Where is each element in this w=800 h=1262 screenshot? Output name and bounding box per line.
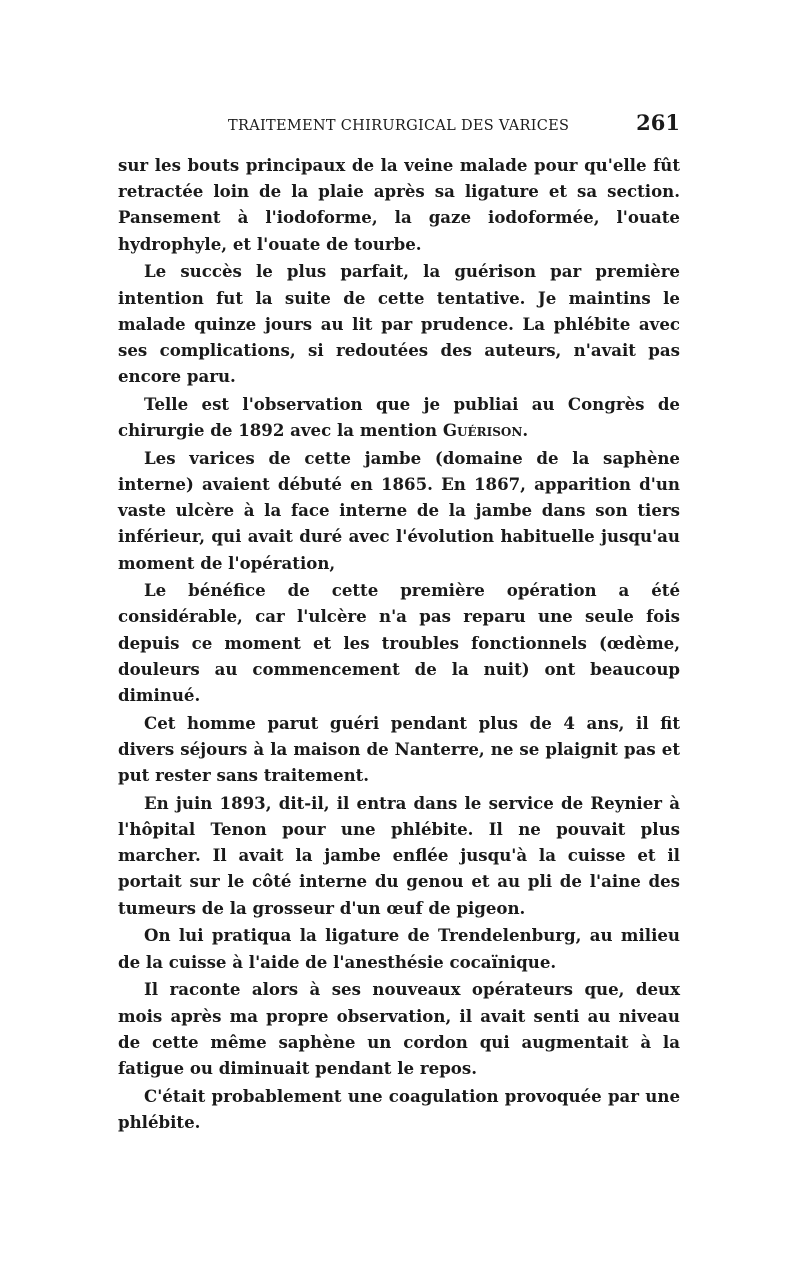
running-title: TRAITEMENT CHIRURGICAL DES VARICES bbox=[228, 118, 570, 134]
paragraph-6: Cet homme parut guéri pendant plus de 4 ans, il fit divers séjours à la maison de Nanterre, ne se plaignit pas et put rester sans traitement. bbox=[118, 712, 680, 786]
paragraph-9: Il raconte alors à ses nouveaux opérateurs que, deux mois après ma propre observation, il avait senti au niveau de cette même saphène un cordon qui augmentait à la fatigue ou diminuait pendant le repos. bbox=[118, 979, 680, 1078]
guerison-mention: Guérison bbox=[442, 420, 523, 441]
paragraph-5: Le bénéfice de cette première opération a été considérable, car l'ulcère n'a pas reparu une seule fois depuis ce moment et les troubles fonctionnels (œdème, douleurs au commencement de la nuit) ont beaucoup diminué. bbox=[118, 580, 680, 706]
paragraph-10: C'était probablement une coagulation provoquée par une phlébite. bbox=[118, 1085, 680, 1132]
page-number: 261 bbox=[636, 110, 680, 135]
paragraph-2: Le succès le plus parfait, la guérison par première intention fut la suite de cette tentative. Je maintins le malade quinze jours au lit par prudence. La phlébite avec ses complications, si redoutées des auteurs, n'avait pas encore paru. bbox=[118, 261, 680, 387]
book-page bbox=[118, 110, 680, 1137]
paragraph-3-end: . bbox=[522, 420, 529, 441]
paragraph-1: sur les bouts principaux de la veine malade pour qu'elle fût retractée loin de la plaie après sa ligature et sa section. Pansement à l'iodoforme, la gaze iodoformée, l'ouate hydrophyle, et l'ouate de tourbe. bbox=[118, 155, 680, 254]
running-header bbox=[118, 110, 680, 140]
body-text bbox=[118, 152, 680, 1135]
paragraph-8: On lui pratiqua la ligature de Trendelenburg, au milieu de la cuisse à l'aide de l'anesthésie cocaïnique. bbox=[118, 925, 680, 972]
paragraph-3 bbox=[118, 391, 680, 443]
paragraph-4: Les varices de cette jambe (domaine de la saphène interne) avaient débuté en 1865. En 1867, apparition d'un vaste ulcère à la face interne de la jambe dans son tiers inférieur, qui avait duré avec l'évolution habituelle jusqu'au moment de l'opération, bbox=[118, 447, 680, 573]
paragraph-7: En juin 1893, dit-il, il entra dans le service de Reynier à l'hôpital Tenon pour une phlébite. Il ne pouvait plus marcher. Il avait la jambe enflée jusqu'à la cuisse et il portait sur le côté interne du genou et au pli de l'aine des tumeurs de la grosseur d'un œuf de pigeon. bbox=[118, 792, 680, 918]
paragraph-3-text: Telle est l'observation que je publiai au Congrès de chirurgie de 1892 avec la mention bbox=[118, 393, 680, 441]
